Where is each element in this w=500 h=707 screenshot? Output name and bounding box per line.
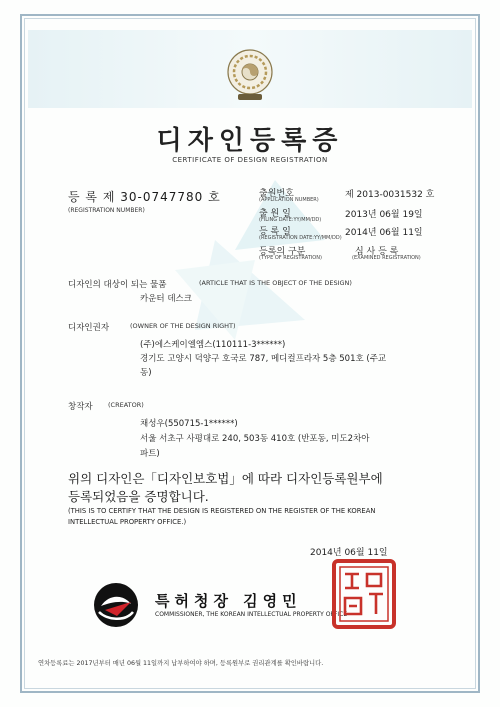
registration-type-value-en: (EXAMINED REGISTRATION) <box>352 255 421 261</box>
filing-date-label-en: (FILING DATE:YY/MM/DD) <box>259 217 322 223</box>
certification-statement-en-line1: (THIS IS TO CERTIFY THAT THE DESIGN IS REGISTERED ON THE REGISTER OF THE KOREAN <box>68 507 376 515</box>
article-label: 디자인의 대상이 되는 물품 <box>68 280 167 290</box>
creator-label-en: (CREATOR) <box>108 401 144 409</box>
registration-type-value: 심 사 등 록 <box>355 247 399 257</box>
registration-type-label-en: (TYPE OF REGISTRATION) <box>259 255 322 261</box>
creator-address-line2: 파트) <box>140 449 160 459</box>
certification-statement-en-line2: INTELLECTUAL PROPERTY OFFICE.) <box>68 518 187 526</box>
owner-address-line2: 동) <box>140 368 152 378</box>
application-number-value: 제 2013-0031532 호 <box>345 190 435 200</box>
owner-name: (주)에스케이엘엠스(110111-3******) <box>140 340 286 350</box>
issue-date: 2014년 06월 11일 <box>310 548 388 558</box>
article-value: 카운터 데스크 <box>140 294 192 304</box>
application-number-label-en: (APPLICATION NUMBER) <box>259 197 319 203</box>
certification-statement-line1: 위의 디자인은「디자인보호법」에 따라 디자인등록원부에 <box>68 471 383 486</box>
commissioner-title-en: COMMISSIONER, THE KOREAN INTELLECTUAL PROPERTY OFFICE <box>155 611 348 618</box>
kipo-logo-icon <box>91 580 141 630</box>
certification-statement-line2: 등록되었음을 증명합니다. <box>68 489 209 504</box>
filing-date-label: 출 원 일 <box>259 209 291 219</box>
national-emblem-icon <box>218 44 282 108</box>
commissioner-name: 특허청장 김영민 <box>155 592 302 610</box>
official-seal-stamp <box>331 558 397 630</box>
registration-date-label-en: (REGISTRATION DATE:YY/MM/DD) <box>259 235 342 241</box>
certificate-subtitle: CERTIFICATE OF DESIGN REGISTRATION <box>172 156 328 164</box>
owner-address-line1: 경기도 고양시 덕양구 호국로 787, 메디컬프라자 5층 501호 (주교 <box>140 354 387 364</box>
registration-number-label-en: (REGISTRATION NUMBER) <box>68 207 145 214</box>
article-label-en: (ARTICLE THAT IS THE OBJECT OF THE DESIGN) <box>199 279 352 287</box>
owner-label-en: (OWNER OF THE DESIGN RIGHT) <box>130 322 236 330</box>
creator-label: 창작자 <box>68 402 93 412</box>
registration-date-label: 등 록 일 <box>259 227 291 237</box>
creator-name: 채성우(550715-1******) <box>140 419 238 429</box>
footer-note: 연차등록료는 2017년부터 매년 06월 11일까지 납부하여야 하며, 등록원부로 권리관계를 확인바랍니다. <box>38 660 324 667</box>
application-number-label: 출원번호 <box>259 189 294 199</box>
registration-type-label: 등록의 구분 <box>259 247 306 257</box>
owner-label: 디자인권자 <box>68 323 110 333</box>
creator-address-line1: 서울 서초구 사평대로 240, 503동 410호 (반포동, 미도2차아 <box>140 434 370 444</box>
certificate-title: 디자인등록증 <box>156 126 344 156</box>
filing-date-value: 2013년 06월 19일 <box>345 210 423 220</box>
registration-date-value: 2014년 06월 11일 <box>345 228 423 238</box>
registration-number: 등 록 제 30-0747780 호 <box>68 190 221 204</box>
